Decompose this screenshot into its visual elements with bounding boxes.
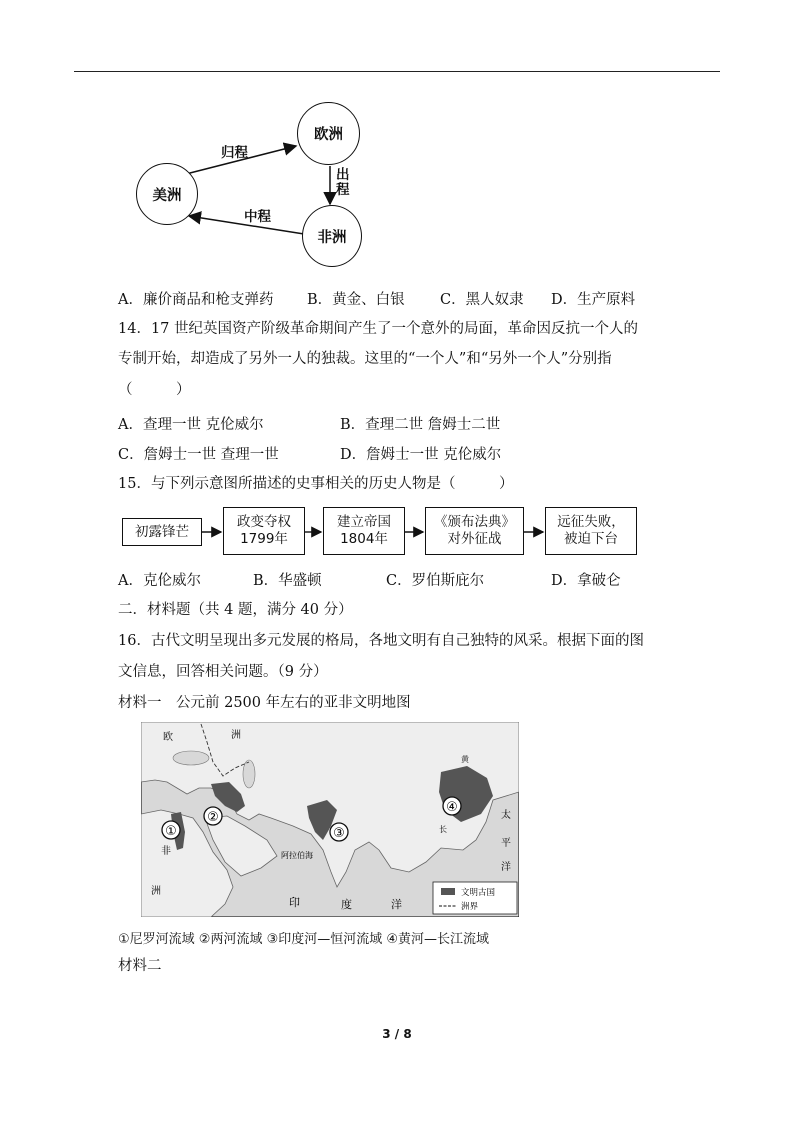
q14-option-a: A．查理一世 克伦威尔 xyxy=(118,417,264,433)
svg-text:④: ④ xyxy=(446,800,458,815)
material-2-title: 材料二 xyxy=(118,958,162,974)
svg-text:①: ① xyxy=(165,824,177,839)
flow-step-2-title: 政变夺权 xyxy=(237,514,291,530)
node-europe: 欧洲 xyxy=(297,102,360,165)
svg-text:②: ② xyxy=(207,810,219,825)
section-2-heading: 二．材料题（共 4 题，满分 40 分） xyxy=(118,602,353,618)
flow-step-2 xyxy=(223,507,305,555)
flow-step-4-title: 《颁布法典》 xyxy=(434,514,515,530)
label-indian: 印 xyxy=(289,896,300,909)
q14-option-d: D．詹姆士一世 克伦威尔 xyxy=(340,447,502,463)
q15-option-d: D．拿破仑 xyxy=(551,573,621,589)
node-america: 美洲 xyxy=(136,163,198,225)
q15-stem: 15．与下列示意图所描述的史事相关的历史人物是（ ） xyxy=(118,476,514,492)
flow-step-3-title: 建立帝国 xyxy=(337,514,391,530)
label-tai: 太 xyxy=(501,810,511,821)
label-huang: 黄 xyxy=(461,755,469,764)
label-yang2: 洋 xyxy=(501,862,511,873)
label-europe: 欧 xyxy=(163,732,173,743)
label-yang: 洋 xyxy=(391,898,402,911)
svg-text:③: ③ xyxy=(333,826,345,841)
edge-label-outbound: 出程 xyxy=(336,167,350,198)
edge-label-return: 归程 xyxy=(221,145,248,161)
map-legend xyxy=(433,882,517,914)
q13-option-d: D．生产原料 xyxy=(551,292,636,308)
q13-option-b: B．黄金、白银 xyxy=(307,292,405,308)
flow-step-3-year: 1804年 xyxy=(340,531,388,547)
flow-step-4-sub: 对外征战 xyxy=(447,531,502,547)
q14-answer-paren: （ ） xyxy=(118,382,191,398)
q16-stem-line2: 文信息，回答相关问题。（9 分） xyxy=(118,664,328,680)
q14-stem-line1: 14．17 世纪英国资产阶级革命期间产生了一个意外的局面，革命因反抗一个人的 xyxy=(118,321,639,337)
page-number: 3 / 8 xyxy=(382,1027,412,1041)
label-ping: 平 xyxy=(501,838,511,849)
label-chang: 长 xyxy=(439,825,447,834)
q14-option-c: C．詹姆士一世 查理一世 xyxy=(118,447,279,463)
legend-civilization: 文明古国 xyxy=(461,888,496,898)
flow-step-2-year: 1799年 xyxy=(240,531,288,547)
marker-1 xyxy=(162,821,180,839)
q13-option-c: C．黑人奴隶 xyxy=(440,292,524,308)
flow-step-4 xyxy=(425,507,524,555)
q13-option-a: A．廉价商品和枪支弹药 xyxy=(118,292,274,308)
flow-step-5-title: 远征失败， xyxy=(557,514,625,530)
marker-3 xyxy=(330,823,348,841)
q15-option-b: B．华盛顿 xyxy=(253,573,322,589)
label-arabian-sea: 阿拉伯海 xyxy=(281,851,313,860)
label-africa: 非 xyxy=(161,846,171,857)
flow-step-5 xyxy=(545,507,637,555)
flow-step-3 xyxy=(323,507,405,555)
q14-option-b: B．查理二世 詹姆士二世 xyxy=(340,417,501,433)
ancient-civilizations-map xyxy=(141,722,519,917)
marker-2 xyxy=(204,807,222,825)
node-africa: 非洲 xyxy=(302,205,362,267)
q16-stem-line1: 16．古代文明呈现出多元发展的格局，各地文明有自己独特的风采。根据下面的图 xyxy=(118,633,644,649)
edge-label-middle: 中程 xyxy=(244,209,271,225)
label-du: 度 xyxy=(341,898,352,911)
q15-option-a: A．克伦威尔 xyxy=(118,573,201,589)
q15-option-c: C．罗伯斯庇尔 xyxy=(386,573,485,589)
label-continent: 洲 xyxy=(231,730,241,741)
flow-step-5-sub: 被迫下台 xyxy=(564,531,618,547)
q14-stem-line2: 专制开始，却造成了另外一人的独裁。这里的“一个人”和“另外一个人”分别指 xyxy=(118,351,612,367)
legend-boundary: 洲界 xyxy=(461,902,479,912)
diagram-arrows xyxy=(0,0,794,300)
flow-step-1-text: 初露锋芒 xyxy=(135,523,189,540)
flow-step-1 xyxy=(122,518,202,546)
marker-4 xyxy=(443,797,461,815)
material-1-title: 材料一 公元前 2500 年左右的亚非文明地图 xyxy=(118,695,411,711)
label-continent-2: 洲 xyxy=(151,886,161,897)
map-caption: ①尼罗河流域 ②两河流域 ③印度河—恒河流域 ④黄河—长江流域 xyxy=(118,932,490,947)
